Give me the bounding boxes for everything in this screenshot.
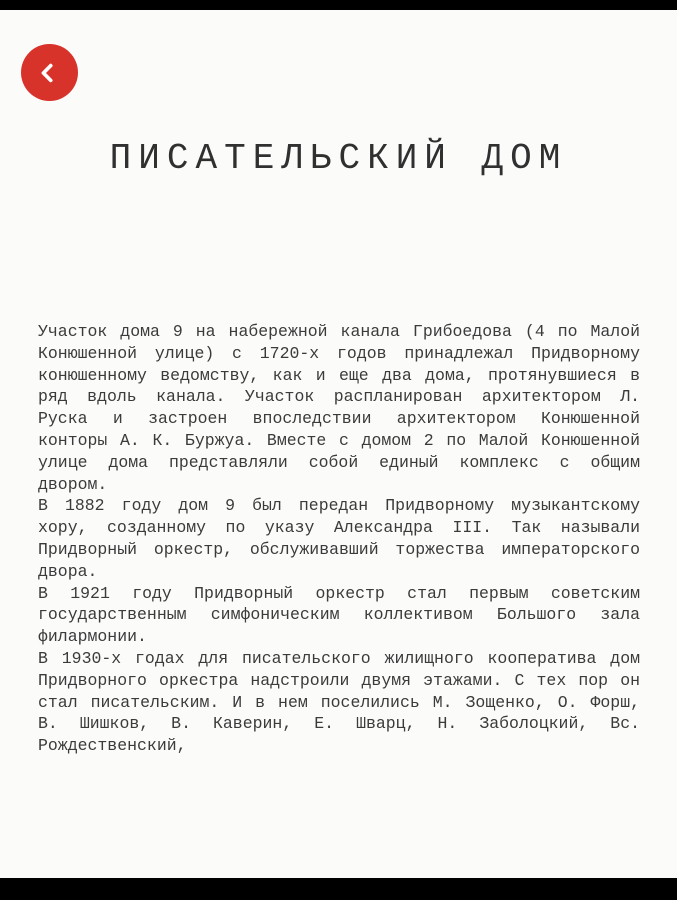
top-letterbox-bar — [0, 0, 677, 10]
bottom-letterbox-bar — [0, 878, 677, 900]
back-button[interactable] — [21, 44, 78, 101]
page-title: ПИСАТЕЛЬСКИЙ ДОМ — [109, 138, 568, 179]
article-paragraph: В 1930-х годах для писательского жилищного кооператива дом Придворного оркестра надстроили двумя этажами. С тех пор он стал писательским. И в нем поселились М. Зощенко, О. Форш, В. Шишков, В. Каверин, Е. Шварц, Н. Заболоцкий, Вс. Рождественский, — [38, 648, 640, 756]
article-paragraph: В 1921 году Придворный оркестр стал первым советским государственным симфоническим коллективом Большого зала филармонии. — [38, 583, 640, 647]
article-body — [0, 321, 677, 757]
article-paragraph: В 1882 году дом 9 был передан Придворному музыкантскому хору, созданному по указу Александра III. Так называли Придворный оркестр, обслуживавший торжества императорского двора. — [38, 496, 640, 581]
chevron-left-icon — [35, 60, 64, 86]
article-paragraph: Участок дома 9 на набережной канала Грибоедова (4 по Малой Конюшенной улице) с 1720-х годов принадлежал Придворному конюшенному ведомству, как и еще два дома, протянувшиеся в ряд вдоль канала. Участок распланирован архитектором Л. Руска и застроен впоследствии архитектором Конюшенной конторы А. К. Буржуа. Вместе с домом 2 по Малой Конюшенной улице дома представляли собой единый комплекс с общим двором. — [38, 322, 640, 494]
